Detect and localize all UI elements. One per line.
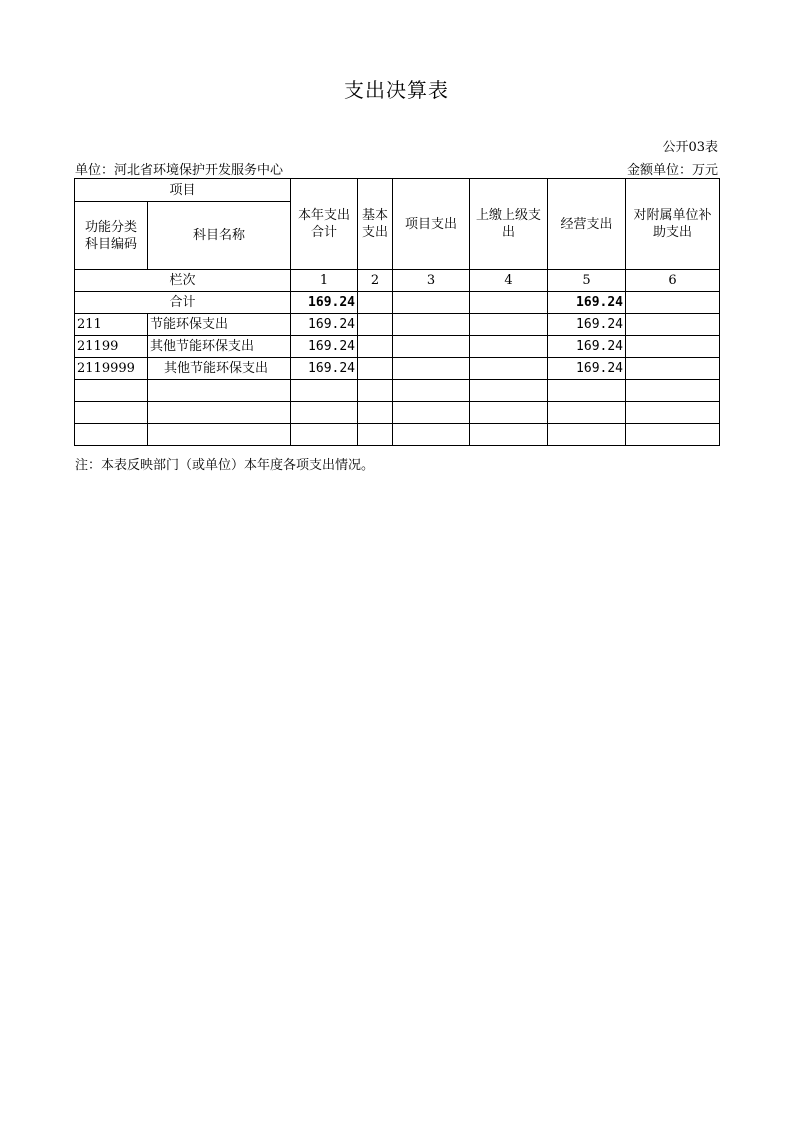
table-row [75, 314, 720, 336]
row-subsidy [626, 336, 720, 358]
empty-row [75, 424, 720, 446]
row-code: 21199 [75, 336, 148, 358]
row-remit [470, 314, 548, 336]
header-func-code: 功能分类 科目编码 [75, 202, 148, 270]
row-operating: 169.24 [548, 336, 626, 358]
total-subsidy [626, 292, 720, 314]
col-index-1: 1 [291, 270, 358, 292]
header-total: 本年支出 合计 [291, 179, 358, 270]
row-operating: 169.24 [548, 314, 626, 336]
row-remit [470, 358, 548, 380]
amount-unit: 金额单位：万元 [626, 163, 718, 178]
row-subsidy [626, 314, 720, 336]
row-name: 其他节能环保支出 [148, 336, 291, 358]
row-operating: 169.24 [548, 358, 626, 380]
row-subsidy [626, 358, 720, 380]
row-total: 169.24 [291, 314, 358, 336]
col-index-label: 栏次 [75, 270, 291, 292]
header-item: 项目 [75, 179, 291, 202]
table-row [75, 336, 720, 358]
row-project [393, 336, 470, 358]
col-index-6: 6 [626, 270, 720, 292]
row-total: 169.24 [291, 336, 358, 358]
row-remit [470, 336, 548, 358]
total-project [393, 292, 470, 314]
total-label: 合计 [75, 292, 291, 314]
total-amount: 169.24 [291, 292, 358, 314]
row-basic [358, 336, 393, 358]
col-index-5: 5 [548, 270, 626, 292]
row-basic [358, 314, 393, 336]
col-index-3: 3 [393, 270, 470, 292]
header-operating: 经营支出 [548, 179, 626, 270]
header-remit: 上缴上级支 出 [470, 179, 548, 270]
total-basic [358, 292, 393, 314]
total-row [75, 292, 720, 314]
table-row [75, 358, 720, 380]
form-number: 公开03表 [662, 140, 718, 155]
total-operating: 169.24 [548, 292, 626, 314]
row-code: 2119999 [75, 358, 148, 380]
col-index-4: 4 [470, 270, 548, 292]
page-title: 支出决算表 [344, 78, 449, 102]
row-project [393, 314, 470, 336]
reporting-unit: 单位：河北省环境保护开发服务中心 [75, 163, 284, 178]
row-code: 211 [75, 314, 148, 336]
col-index-2: 2 [358, 270, 393, 292]
row-basic [358, 358, 393, 380]
expenditure-table [74, 178, 720, 446]
row-name: 节能环保支出 [148, 314, 291, 336]
empty-row [75, 380, 720, 402]
footnote: 注：本表反映部门（或单位）本年度各项支出情况。 [75, 458, 375, 473]
header-subject-name: 科目名称 [148, 202, 291, 270]
total-remit [470, 292, 548, 314]
empty-row [75, 402, 720, 424]
row-project [393, 358, 470, 380]
row-name: 其他节能环保支出 [148, 358, 291, 380]
header-basic: 基本 支出 [358, 179, 393, 270]
row-total: 169.24 [291, 358, 358, 380]
header-project: 项目支出 [393, 179, 470, 270]
header-subsidy: 对附属单位补 助支出 [626, 179, 720, 270]
